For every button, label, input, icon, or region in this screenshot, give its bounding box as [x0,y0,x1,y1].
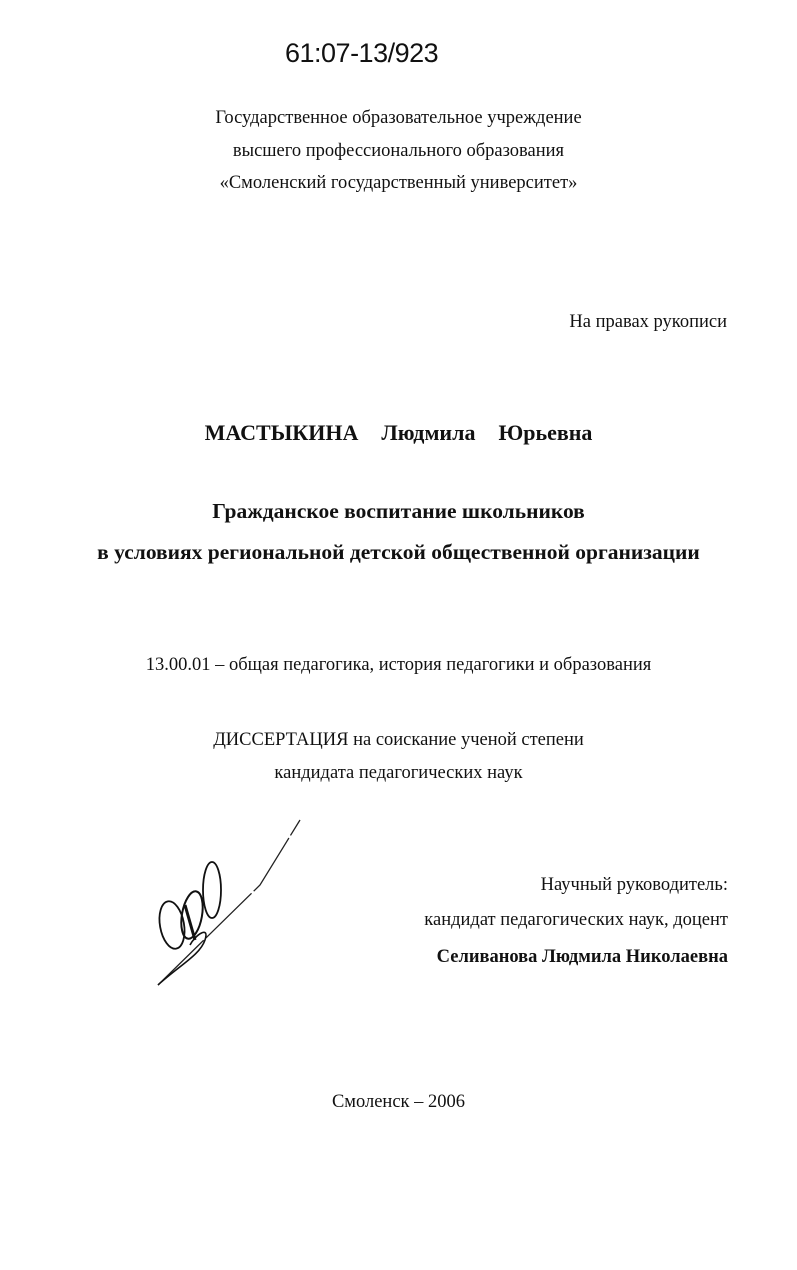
city-year: Смоленск – 2006 [331,1092,466,1112]
author-name: МАСТЫКИНА Людмила Юрьевна [204,420,593,445]
degree-line-1: ДИССЕРТАЦИЯ на соискание ученой степени [213,730,584,750]
institution-line-3: «Смоленский государственный университет» [219,173,578,193]
manuscript-note: На правах рукописи [569,312,727,332]
supervisor-label: Научный руководитель: [540,875,728,895]
catalog-number: 61:07-13/923 [285,38,439,68]
institution-line-2: высшего профессионального образования [232,141,565,161]
degree-line-2: кандидата педагогических наук [274,763,523,783]
specialty: 13.00.01 – общая педагогика, история педагогики и образования [145,655,652,675]
title-line-2: в условиях региональной детской общественной организации [97,540,700,564]
title-line-1: Гражданское воспитание школьников [212,499,585,523]
supervisor-credentials: кандидат педагогических наук, доцент [424,910,728,930]
signature [150,815,310,995]
institution-line-1: Государственное образовательное учреждение [215,108,582,128]
supervisor-name: Селиванова Людмила Николаевна [436,947,728,967]
